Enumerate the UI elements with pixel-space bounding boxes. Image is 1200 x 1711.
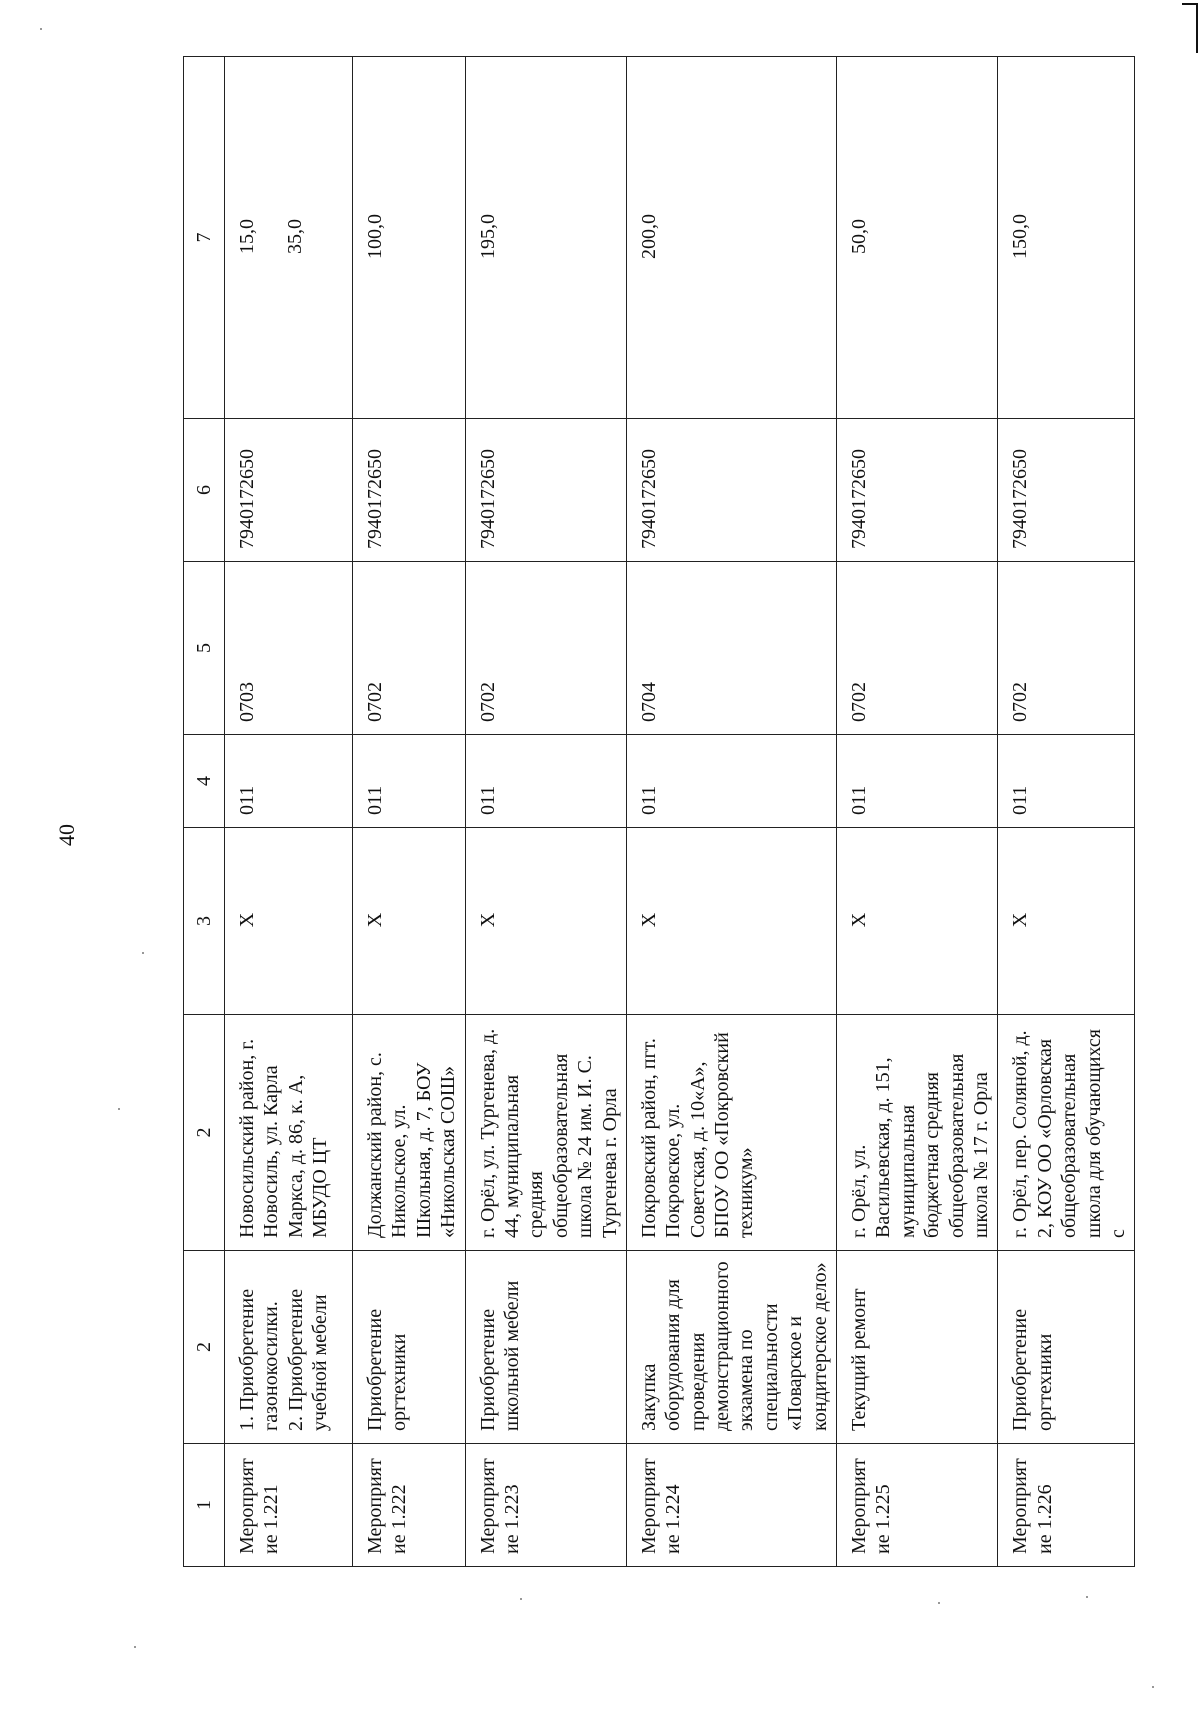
header-cell: 5 bbox=[184, 562, 225, 735]
event-cell: Мероприятие 1.224 bbox=[626, 1444, 836, 1567]
amount-cell bbox=[353, 57, 466, 419]
address-cell: г. Орёл, ул. Васильевская, д. 151, муниципальная бюджетная средняя общеобразовательная школа № 17 г. Орла bbox=[837, 1015, 998, 1251]
description-line: 2. Приобретение учебной мебели bbox=[284, 1288, 332, 1431]
header-cell: 6 bbox=[184, 419, 225, 562]
col5-cell: 0702 bbox=[998, 562, 1135, 735]
scan-speck bbox=[1152, 1686, 1154, 1688]
amount-value: 150,0 bbox=[1009, 214, 1032, 259]
amount-value: 50,0 bbox=[848, 219, 871, 254]
event-cell: Мероприятие 1.222 bbox=[353, 1444, 466, 1567]
address-cell: Должанский район, с. Никольское, ул. Школьная, д. 7, БОУ «Никольская СОШ» bbox=[353, 1015, 466, 1251]
scan-speck bbox=[1086, 1596, 1088, 1598]
scan-speck bbox=[134, 1646, 136, 1648]
col3-cell: X bbox=[353, 828, 466, 1015]
description-cell bbox=[626, 1251, 836, 1444]
amount-cell bbox=[837, 57, 998, 419]
header-cell: 1 bbox=[184, 1444, 225, 1567]
table-row bbox=[353, 57, 466, 1567]
col3-cell: X bbox=[626, 828, 836, 1015]
col4-cell: 011 bbox=[465, 735, 626, 828]
col4-cell: 011 bbox=[225, 735, 353, 828]
rotated-table-container bbox=[183, 57, 1129, 1567]
amount-cell bbox=[465, 57, 626, 419]
col3-cell: X bbox=[837, 828, 998, 1015]
description-line: Приобретение оргтехники bbox=[364, 1308, 411, 1431]
table-row bbox=[998, 57, 1135, 1567]
scan-speck bbox=[118, 1108, 120, 1110]
page-number: 40 bbox=[54, 824, 79, 846]
col3-cell: X bbox=[225, 828, 353, 1015]
description-cell bbox=[465, 1251, 626, 1444]
description-cell bbox=[998, 1251, 1135, 1444]
col4-cell: 011 bbox=[353, 735, 466, 828]
amount-value: 35,0 bbox=[284, 219, 307, 254]
address-cell: Покровский район, пгт. Покровское, ул. Советская, д. 10«А», БПОУ ОО «Покровский техникум» bbox=[626, 1015, 836, 1251]
header-cell: 4 bbox=[184, 735, 225, 828]
col6-cell: 7940172650 bbox=[626, 419, 836, 562]
col6-cell: 7940172650 bbox=[225, 419, 353, 562]
col5-cell: 0703 bbox=[225, 562, 353, 735]
event-cell: Мероприятие 1.223 bbox=[465, 1444, 626, 1567]
col5-cell: 0702 bbox=[837, 562, 998, 735]
address-cell: Новосильский район, г. Новосиль, ул. Карла Маркса, д. 86, к. А, МБУДО ЦТ bbox=[225, 1015, 353, 1251]
table-row bbox=[837, 57, 998, 1567]
amount-value: 195,0 bbox=[476, 214, 499, 259]
col6-cell: 7940172650 bbox=[998, 419, 1135, 562]
header-cell: 2 bbox=[184, 1015, 225, 1251]
col4-cell: 011 bbox=[837, 735, 998, 828]
amount-cell bbox=[626, 57, 836, 419]
scan-speck bbox=[40, 28, 42, 30]
header-cell: 3 bbox=[184, 828, 225, 1015]
description-line: Закупка оборудования для проведения демонстрационного экзамена по специальности «Поварское и кондитерское дело» bbox=[637, 1261, 831, 1431]
event-cell: Мероприятие 1.226 bbox=[998, 1444, 1135, 1567]
col4-cell: 011 bbox=[626, 735, 836, 828]
event-cell: Мероприятие 1.221 bbox=[225, 1444, 353, 1567]
col3-cell: X bbox=[998, 828, 1135, 1015]
document-table bbox=[183, 56, 1135, 1567]
scan-speck bbox=[938, 1602, 940, 1604]
description-cell bbox=[353, 1251, 466, 1444]
col4-cell: 011 bbox=[998, 735, 1135, 828]
corner-bracket-mark bbox=[1182, 3, 1198, 53]
col6-cell: 7940172650 bbox=[837, 419, 998, 562]
amount-value: 200,0 bbox=[637, 214, 660, 259]
description-line: Приобретение школьной мебели bbox=[476, 1280, 523, 1431]
header-row bbox=[184, 57, 225, 1567]
scan-speck bbox=[520, 1598, 522, 1600]
description-line: 1. Приобретение газонокосилки. bbox=[236, 1288, 283, 1431]
description-line: Текущий ремонт bbox=[848, 1288, 871, 1431]
table-row bbox=[626, 57, 836, 1567]
event-cell: Мероприятие 1.225 bbox=[837, 1444, 998, 1567]
col5-cell: 0704 bbox=[626, 562, 836, 735]
header-cell: 2 bbox=[184, 1251, 225, 1444]
col6-cell: 7940172650 bbox=[465, 419, 626, 562]
description-cell bbox=[225, 1251, 353, 1444]
amount-cell bbox=[225, 57, 353, 419]
col6-cell: 7940172650 bbox=[353, 419, 466, 562]
scan-speck bbox=[142, 952, 144, 954]
description-cell bbox=[837, 1251, 998, 1444]
address-cell: г. Орёл, ул. Тургенева, д. 44, муниципальная средняя общеобразовательная школа № 24 им. И. С. Тургенева г. Орла bbox=[465, 1015, 626, 1251]
amount-cell bbox=[998, 57, 1135, 419]
header-cell: 7 bbox=[184, 57, 225, 419]
table-row bbox=[465, 57, 626, 1567]
table-row bbox=[225, 57, 353, 1567]
col5-cell: 0702 bbox=[353, 562, 466, 735]
col3-cell: X bbox=[465, 828, 626, 1015]
col5-cell: 0702 bbox=[465, 562, 626, 735]
amount-value: 100,0 bbox=[364, 214, 386, 259]
address-cell: г. Орёл, пер. Соляной, д. 2, КОУ ОО «Орловская общеобразовательная школа для обучающихся с bbox=[998, 1015, 1135, 1251]
amount-value: 15,0 bbox=[236, 219, 258, 254]
description-line: Приобретение оргтехники bbox=[1009, 1308, 1056, 1431]
